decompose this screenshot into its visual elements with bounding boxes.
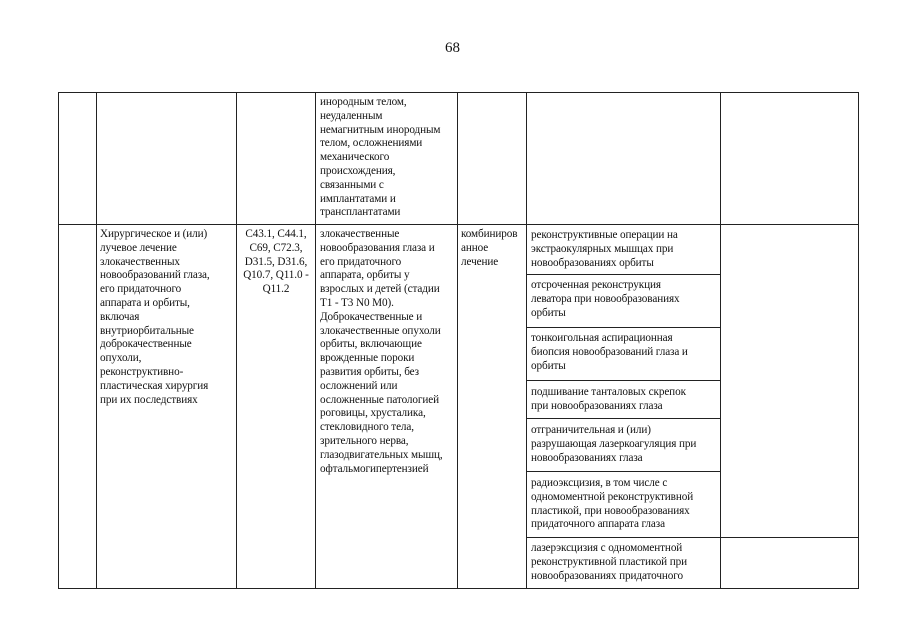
method-separator <box>526 327 720 328</box>
col-border <box>315 92 316 589</box>
method-separator <box>526 418 720 419</box>
method-item: отграничительная и (или) разрушающая лазеркоагуляция при новообразованиях глаза <box>531 424 697 464</box>
col-border <box>858 92 859 589</box>
col-border <box>720 92 721 589</box>
method-separator <box>526 274 720 275</box>
method-item: отсроченная реконструкция леватора при новообразованиях орбиты <box>531 279 680 319</box>
method-separator <box>526 471 720 472</box>
table-top-border <box>58 92 858 93</box>
treatment-type: комбиниров анное лечение <box>461 228 518 268</box>
method-item: подшивание танталовых скрепок при новообразованиях глаза <box>531 386 686 412</box>
method-separator <box>526 537 858 538</box>
method-separator <box>526 380 720 381</box>
col-border <box>58 92 59 589</box>
care-type-name: Хирургическое и (или) лучевое лечение злокачественных новообразований глаза, его придаточного аппарата и орбиты, включая внутриорбитальные доброкачественные опухоли, реконструктивно- пластическая хирургия при их последствиях <box>100 228 210 406</box>
row-separator <box>58 224 858 225</box>
method-item: лазерэксцизия с одномоментной реконструктивной пластикой при новообразованиях придаточного <box>531 542 688 582</box>
method-item: тонкоигольная аспирационная биопсия новообразований глаза и орбиты <box>531 332 688 372</box>
diagnosis-model: злокачественные новообразования глаза и его придаточного аппарата, орбиты у взрослых и детей (стадии T1 - T3 N0 M0). Доброкачественные и злокачественные опухоли орбиты, включающие врожденные пороки развития орбиты, без осложнений или осложненные патологией роговицы, хрусталика, стекловидного тела, зрительного нерва, глазодвигательных мышц, офтальмогипертензией <box>320 228 443 475</box>
col-border <box>236 92 237 589</box>
method-item: радиоэксцизия, в том числе с одномоментной реконструктивной пластикой, при новообразованиях придаточного аппарата глаза <box>531 477 694 531</box>
col-border <box>526 92 527 589</box>
page-number: 68 <box>445 40 460 56</box>
table-bottom-border <box>58 588 858 589</box>
icd-codes: C43.1, C44.1, C69, C72.3, D31.5, D31.6, Q10.7, Q11.0 - Q11.2 <box>243 228 309 296</box>
prev-row-diagnosis: инородным телом, неудаленным немагнитным инородным телом, осложнениями механического происхождения, связанными с имплантатами и трансплантатами <box>320 96 441 219</box>
method-item: реконструктивные операции на экстраокулярных мышцах при новообразованиях орбиты <box>531 229 678 269</box>
col-border <box>96 92 97 589</box>
